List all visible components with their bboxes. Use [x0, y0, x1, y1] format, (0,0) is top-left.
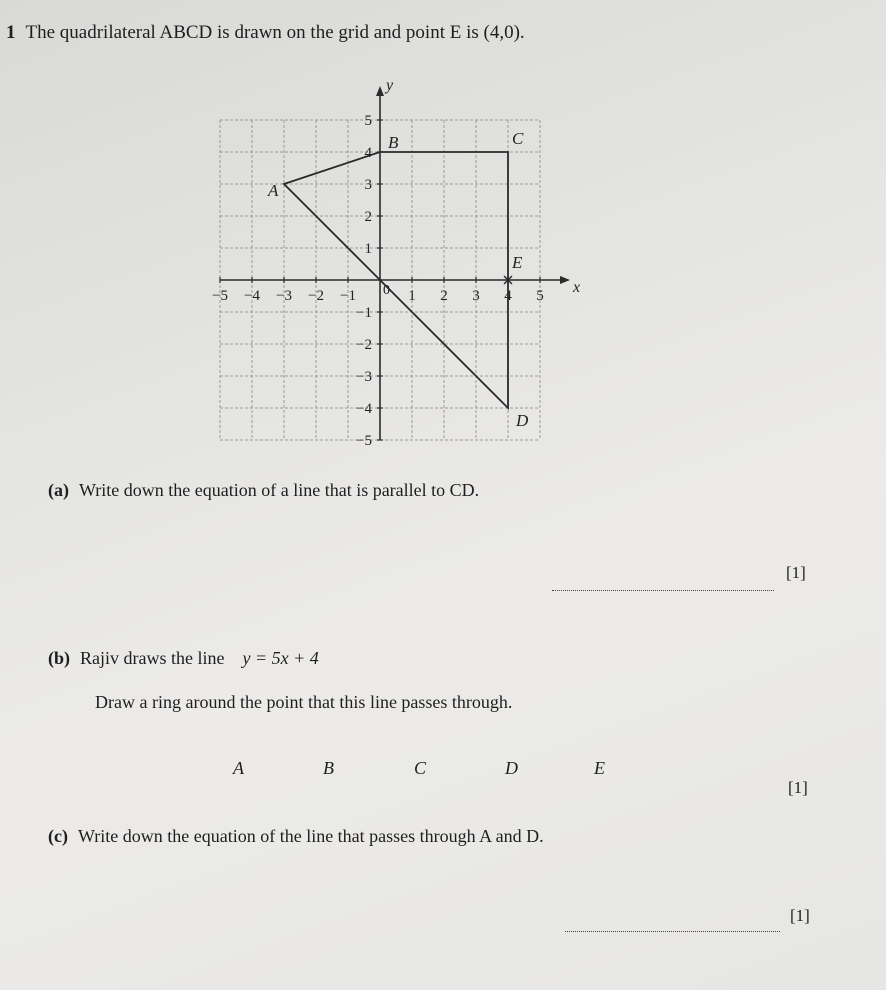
coordinate-grid — [200, 80, 600, 460]
part-a-label: (a) — [48, 480, 69, 500]
y-tick-label: 2 — [364, 209, 372, 225]
question-intro: The quadrilateral ABCD is drawn on the grid and point E is (4,0). — [25, 22, 525, 43]
part-b-marks: [1] — [788, 778, 808, 797]
part-a-marks: [1] — [786, 563, 806, 582]
y-tick-label: 3 — [364, 177, 372, 193]
x-axis-label: x — [573, 279, 581, 296]
y-axis-label: y — [386, 80, 394, 94]
y-tick-label: 1 — [364, 241, 372, 257]
point-label-c: C — [512, 129, 524, 148]
x-axis-arrow — [560, 276, 570, 284]
x-tick-label: 3 — [472, 288, 480, 304]
part-b-text: Rajiv draws the line — [80, 648, 225, 668]
option-b[interactable]: B — [323, 758, 334, 778]
y-tick-label: −5 — [356, 433, 372, 449]
question-number: 1 — [6, 22, 16, 43]
x-tick-label: 2 — [440, 288, 448, 304]
y-tick-label: −3 — [356, 369, 372, 385]
graph-labels — [212, 80, 580, 449]
y-axis-arrow — [376, 86, 384, 96]
part-b-label: (b) — [48, 648, 70, 668]
option-e[interactable]: E — [594, 758, 605, 778]
x-tick-label: −2 — [308, 288, 324, 304]
x-tick-label: −3 — [276, 288, 292, 304]
part-c-text: Write down the equation of the line that passes through A and D. — [77, 826, 544, 846]
part-b-equation: y = 5x + 4 — [242, 648, 319, 668]
x-tick-label: −4 — [244, 288, 260, 304]
point-label-b: B — [388, 133, 399, 152]
option-a[interactable]: A — [233, 758, 244, 778]
x-tick-label: 4 — [504, 288, 512, 304]
part-b-question — [48, 648, 319, 669]
x-tick-label: 5 — [536, 288, 544, 304]
part-a-text: Write down the equation of a line that is parallel to CD. — [79, 480, 480, 500]
part-c-label: (c) — [48, 826, 68, 846]
point-label-d: D — [516, 411, 529, 430]
option-c[interactable]: C — [414, 758, 427, 778]
part-a-question — [48, 480, 479, 501]
x-tick-label: −5 — [212, 288, 228, 304]
part-b-instruction: Draw a ring around the point that this line passes through. — [95, 692, 513, 712]
part-c-marks: [1] — [790, 906, 810, 925]
part-a-answer-line[interactable] — [552, 590, 774, 591]
x-tick-label: 1 — [408, 288, 416, 304]
y-tick-label: −1 — [356, 305, 372, 321]
y-tick-label: 4 — [364, 145, 372, 161]
point-label-a: A — [268, 181, 279, 200]
option-d[interactable]: D — [505, 758, 518, 778]
point-label-e: E — [512, 253, 523, 272]
y-tick-label: −4 — [356, 401, 372, 417]
y-tick-label: 5 — [364, 113, 372, 129]
question-heading — [6, 22, 525, 44]
point-options — [0, 758, 886, 788]
origin-label: 0 — [383, 283, 390, 298]
x-tick-label: −1 — [340, 288, 356, 304]
y-tick-label: −2 — [356, 337, 372, 353]
part-c-answer-line[interactable] — [565, 931, 780, 932]
part-c-question — [48, 826, 544, 847]
